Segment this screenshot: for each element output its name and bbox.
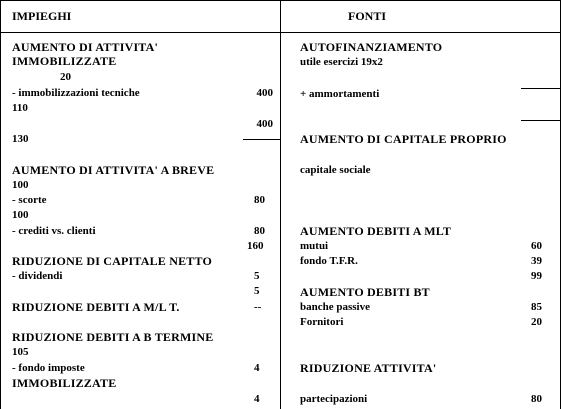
capitale-sociale-label: capitale sociale: [300, 164, 371, 176]
scorte-value: 80: [254, 194, 265, 206]
immob-tecniche-label: - immobilizzazioni tecniche: [12, 87, 140, 99]
aumento-immob-title-2: IMMOBILIZZATE: [12, 54, 117, 68]
partecipazioni-label: partecipazioni: [300, 393, 368, 405]
fornitori-label: Fornitori: [300, 316, 344, 328]
fondo-imposte-label: - fondo imposte: [12, 362, 85, 374]
dividendi-label: - dividendi: [12, 270, 63, 282]
tfr-value: 39: [531, 255, 542, 267]
subtotal-rule-right-1: [521, 88, 561, 89]
aumento-capitale-title: AUMENTO DI CAPITALE PROPRIO: [300, 132, 507, 146]
aumento-bt-title: AUMENTO DEBITI BT: [300, 285, 430, 299]
column-divider: [280, 0, 281, 409]
riduzione-mlt-title: RIDUZIONE DEBITI A M/L T.: [12, 300, 180, 314]
mutui-label: mutui: [300, 240, 329, 252]
value-130: 130: [12, 133, 29, 145]
autofin-title: AUTOFINANZIAMENTO: [300, 40, 443, 54]
utile-label: utile esercizi 19x2: [300, 56, 383, 68]
immob-tecniche-value: 400: [256, 87, 273, 99]
immobilizzate-label: IMMOBILIZZATE: [12, 376, 117, 390]
tfr-label: fondo T.F.R.: [300, 255, 358, 267]
ammortamenti-label: + ammortamenti: [300, 88, 380, 100]
subtotal-rule-right-2: [521, 120, 561, 121]
header-impieghi: IMPIEGHI: [12, 9, 72, 23]
aumento-immob-title-1: AUMENTO DI ATTIVITA': [12, 40, 159, 54]
value-4: 4: [254, 393, 260, 405]
scorte-label: - scorte: [12, 194, 47, 206]
riduzione-netto-title: RIDUZIONE DI CAPITALE NETTO: [12, 254, 212, 268]
value-105: 105: [12, 346, 29, 358]
crediti-label: - crediti vs. clienti: [12, 225, 96, 237]
subtotal-rule-left: [243, 139, 281, 140]
value-400: 400: [256, 118, 273, 130]
value-20: 20: [60, 71, 71, 83]
value-160: 160: [247, 240, 264, 252]
value-5: 5: [254, 285, 260, 297]
fondo-imposte-value: 4: [254, 362, 260, 374]
aumento-mlt-title: AUMENTO DEBITI A MLT: [300, 224, 452, 238]
dividendi-value: 5: [254, 270, 260, 282]
banche-value: 85: [531, 301, 542, 313]
value-100b: 100: [12, 209, 29, 221]
riduzione-bt-title: RIDUZIONE DEBITI A B TERMINE: [12, 330, 214, 344]
aumento-breve-title: AUMENTO DI ATTIVITA' A BREVE: [12, 163, 215, 177]
value-100a: 100: [12, 179, 29, 191]
riduzione-mlt-value: --: [254, 301, 262, 313]
mutui-value: 60: [531, 240, 542, 252]
value-110: 110: [12, 102, 28, 114]
value-99: 99: [531, 270, 542, 282]
riduzione-attivita-title: RIDUZIONE ATTIVITA': [300, 361, 437, 375]
crediti-value: 80: [254, 225, 265, 237]
header-divider: [0, 32, 561, 33]
fornitori-value: 20: [531, 316, 542, 328]
partecipazioni-value: 80: [531, 393, 542, 405]
banche-label: banche passive: [300, 301, 370, 313]
header-fonti: FONTI: [348, 9, 387, 23]
